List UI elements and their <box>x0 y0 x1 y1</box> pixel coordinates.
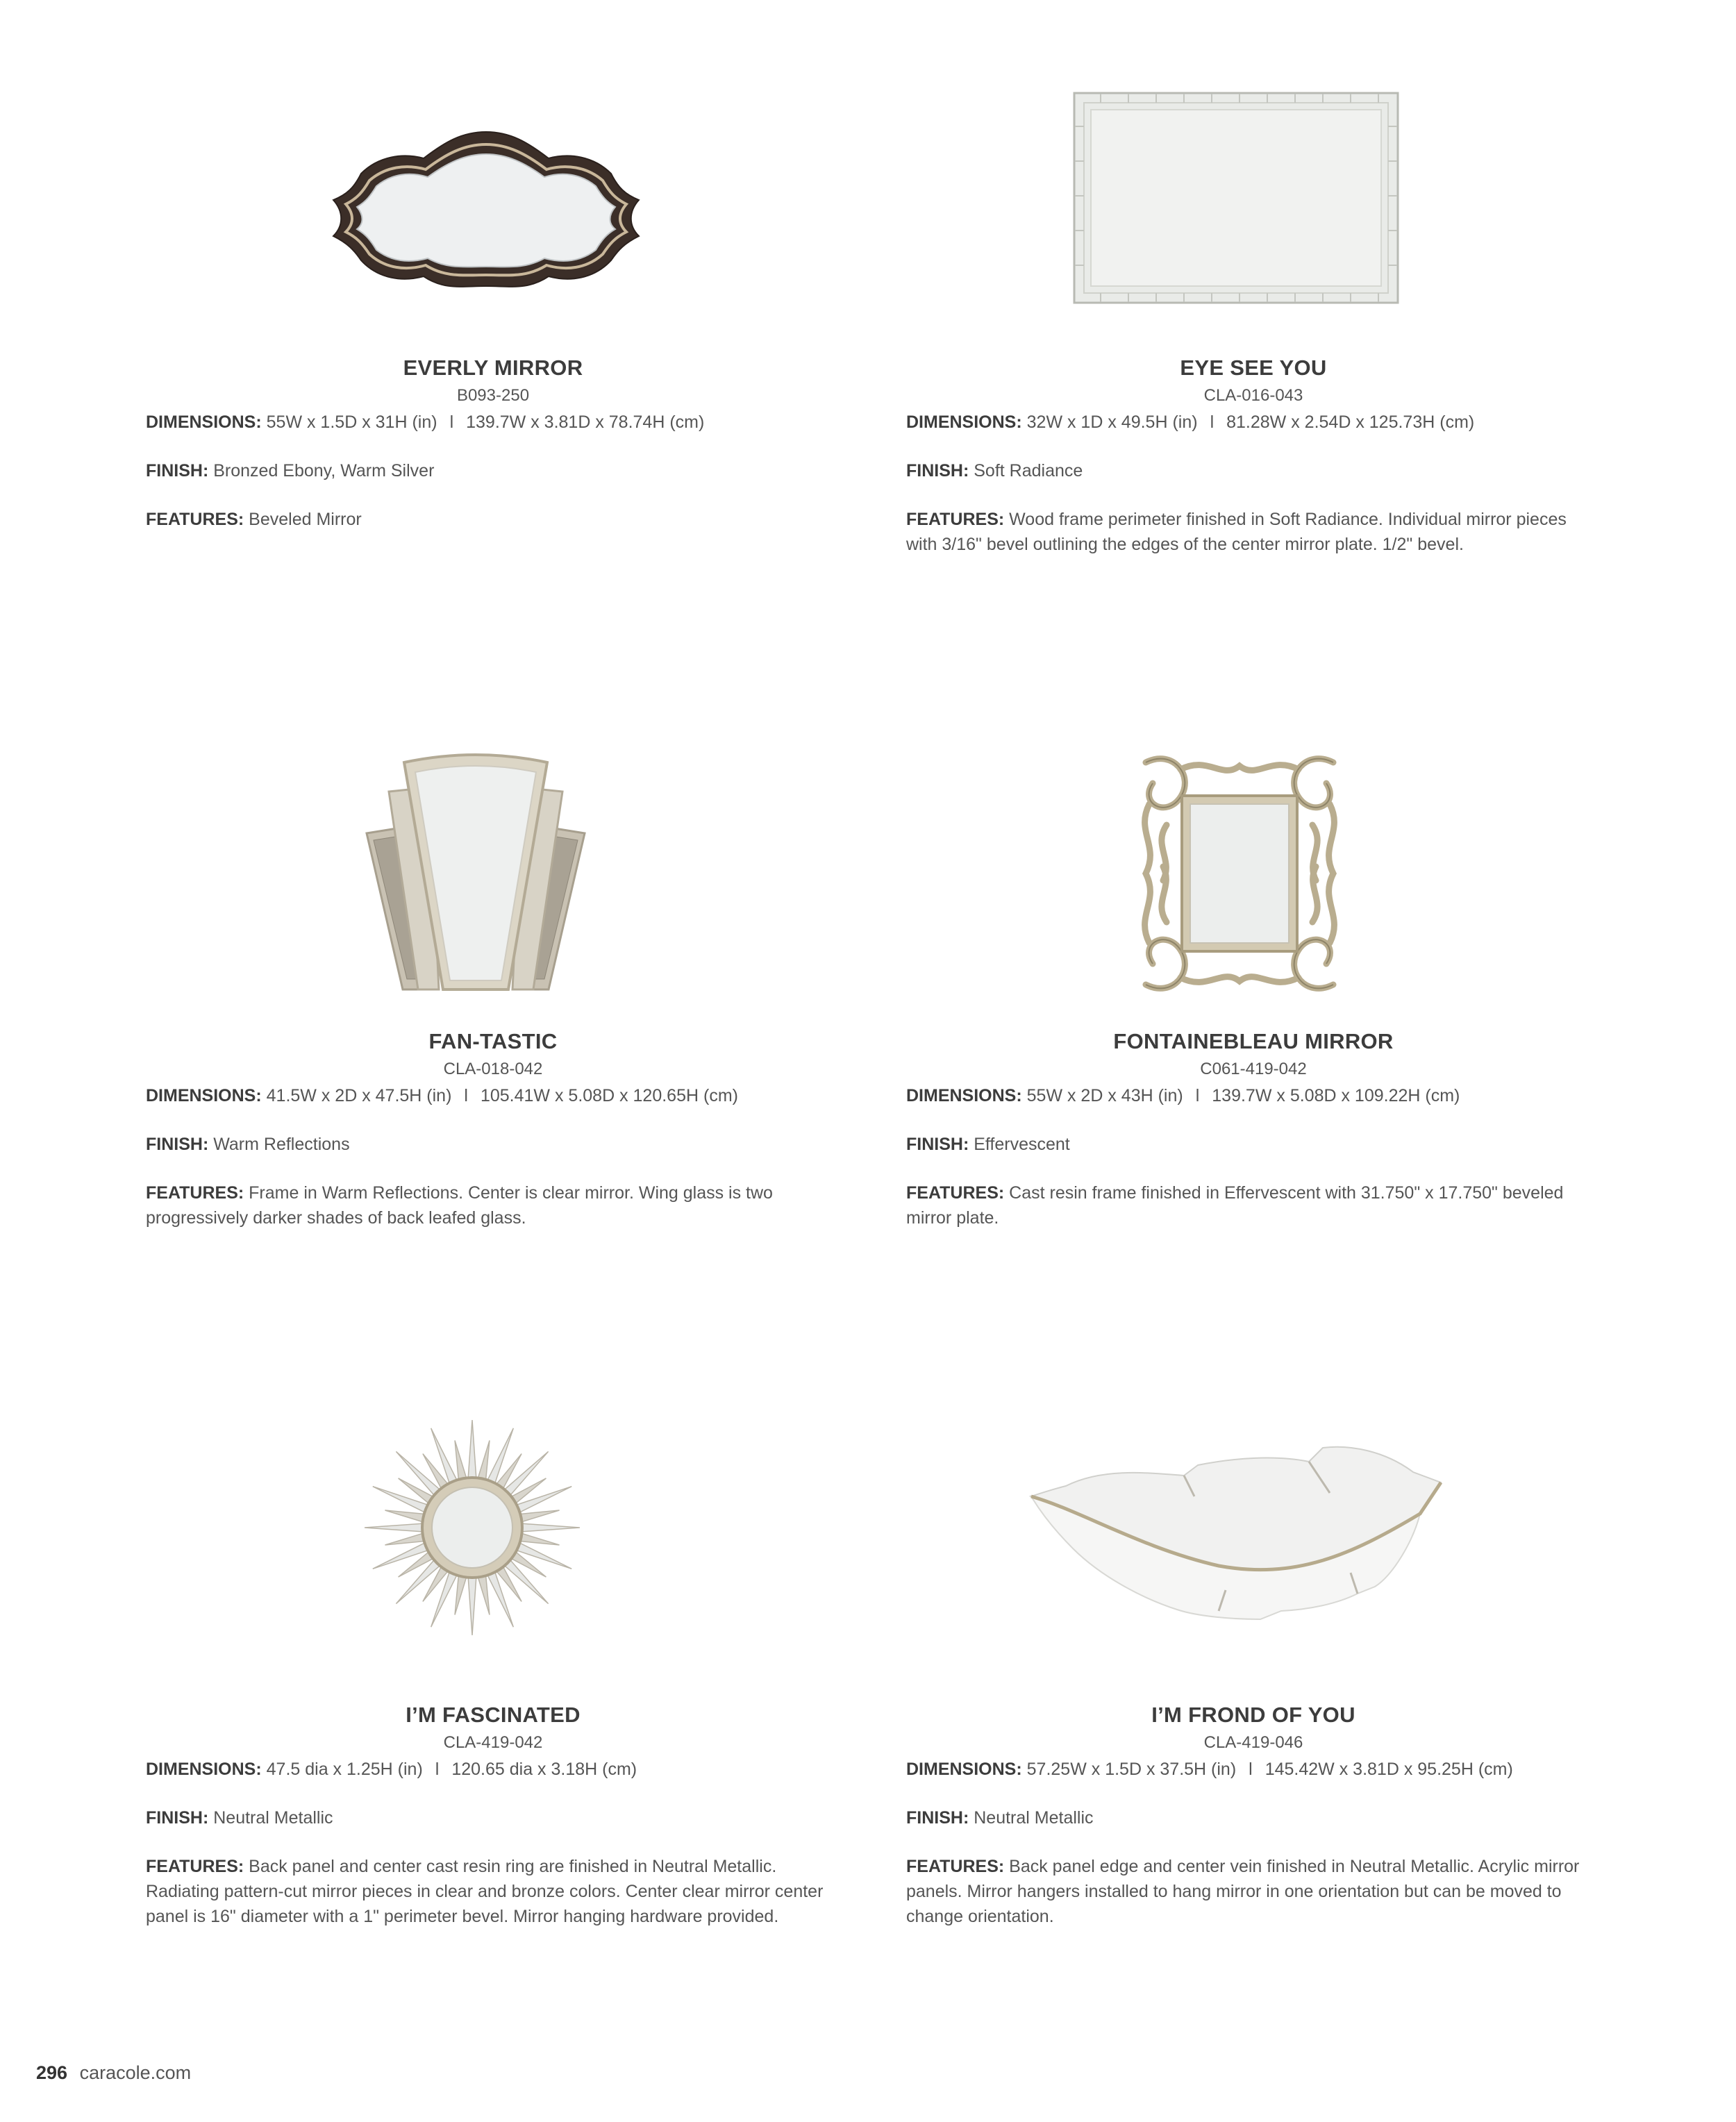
features-value: Back panel edge and center vein finished in Neutral Metallic. Acrylic mirror panels. Mirror hangers installed to hang mirror in one orientation but can be moved to change orientation. <box>906 1857 1580 1926</box>
features-row <box>906 1854 1601 1929</box>
dimensions-row <box>906 1083 1601 1108</box>
everly-mirror-image <box>312 125 660 292</box>
sunburst-ray <box>385 1533 425 1545</box>
website-link[interactable]: caracole.com <box>79 2062 192 2083</box>
sunburst-ray <box>521 1523 580 1532</box>
features-value: Wood frame perimeter finished in Soft Radiance. Individual mirror pieces with 3/16" bevel outlining the edges of the center mirror plate. 1/2" bevel. <box>906 510 1567 554</box>
features-value: Frame in Warm Reflections. Center is clear mirror. Wing glass is two progressively darker shades of back leafed glass. <box>146 1183 773 1228</box>
features-row <box>146 507 840 532</box>
sunburst-ray <box>385 1510 425 1522</box>
dimensions-row <box>146 410 840 435</box>
sunburst-ray <box>455 1574 467 1614</box>
features-row <box>146 1180 840 1230</box>
finish-value: Bronzed Ebony, Warm Silver <box>213 461 435 481</box>
features-value: Beveled Mirror <box>249 510 362 529</box>
finish-value: Neutral Metallic <box>974 1808 1094 1828</box>
dimensions-row <box>146 1757 840 1782</box>
dimensions-label: DIMENSIONS: <box>146 1086 262 1105</box>
features-value: Cast resin frame finished in Effervescent with 31.750" x 17.750" beveled mirror plate. <box>906 1183 1564 1228</box>
dimensions-separator: l <box>1195 1086 1200 1105</box>
fontainebleau-mirror-image <box>1132 749 1347 999</box>
dimensions-separator: l <box>449 412 454 432</box>
features-row <box>906 1180 1601 1230</box>
dimensions-centimeters: 139.7W x 5.08D x 109.22H (cm) <box>1212 1086 1460 1105</box>
dimensions-inches: 55W x 2D x 43H (in) <box>1026 1086 1183 1105</box>
features-label: FEATURES: <box>146 510 244 529</box>
product-name: EYE SEE YOU <box>1180 356 1327 380</box>
sunburst-ray <box>468 1420 476 1479</box>
finish-row <box>146 1132 840 1157</box>
dimensions-inches: 41.5W x 2D x 47.5H (in) <box>266 1086 452 1105</box>
dimensions-label: DIMENSIONS: <box>906 412 1022 432</box>
features-label: FEATURES: <box>906 510 1005 529</box>
finish-label: FINISH: <box>146 461 209 481</box>
product-name: FONTAINEBLEAU MIRROR <box>1113 1029 1394 1053</box>
product-sku: C061-419-042 <box>1200 1060 1307 1078</box>
features-label: FEATURES: <box>906 1183 1005 1203</box>
page-footer <box>36 2062 191 2084</box>
product-sku: CLA-016-043 <box>1203 386 1303 405</box>
product-sku: CLA-018-042 <box>443 1060 543 1078</box>
dimensions-centimeters: 81.28W x 2.54D x 125.73H (cm) <box>1226 412 1475 432</box>
sunburst-ray <box>519 1533 559 1545</box>
dimensions-row <box>906 1757 1601 1782</box>
features-value: Back panel and center cast resin ring are finished in Neutral Metallic. Radiating pattern-cut mirror pieces in clear and bronze colors. Center clear mirror center panel is 16" diameter with a 1" perimeter bevel. Mirror hanging hardware provided. <box>146 1857 824 1926</box>
features-row <box>906 507 1601 557</box>
finish-label: FINISH: <box>146 1135 209 1154</box>
finish-value: Effervescent <box>974 1135 1070 1154</box>
finish-value: Warm Reflections <box>213 1135 350 1154</box>
features-row <box>146 1854 840 1929</box>
dimensions-inches: 57.25W x 1.5D x 37.5H (in) <box>1026 1760 1237 1779</box>
dimensions-separator: l <box>435 1760 440 1779</box>
dimensions-separator: l <box>464 1086 468 1105</box>
finish-label: FINISH: <box>906 1808 969 1828</box>
dimensions-label: DIMENSIONS: <box>146 1760 262 1779</box>
dimensions-centimeters: 105.41W x 5.08D x 120.65H (cm) <box>480 1086 738 1105</box>
features-label: FEATURES: <box>146 1857 244 1876</box>
dimensions-separator: l <box>1210 412 1215 432</box>
dimensions-inches: 47.5 dia x 1.25H (in) <box>266 1760 423 1779</box>
features-label: FEATURES: <box>906 1857 1005 1876</box>
finish-label: FINISH: <box>906 1135 969 1154</box>
fan-tastic-image <box>361 750 590 993</box>
features-label: FEATURES: <box>146 1183 244 1203</box>
dimensions-row <box>906 410 1601 435</box>
product-sku: CLA-419-042 <box>443 1733 543 1752</box>
page-number: 296 <box>36 2062 68 2083</box>
dimensions-row <box>146 1083 840 1108</box>
dimensions-centimeters: 139.7W x 3.81D x 78.74H (cm) <box>466 412 705 432</box>
dimensions-inches: 55W x 1.5D x 31H (in) <box>266 412 437 432</box>
finish-row <box>906 1132 1601 1157</box>
dimensions-label: DIMENSIONS: <box>906 1086 1022 1105</box>
finish-label: FINISH: <box>146 1808 209 1828</box>
finish-row <box>906 1805 1601 1830</box>
sunburst-ray <box>519 1510 559 1522</box>
product-name: I’M FROND OF YOU <box>1151 1703 1355 1727</box>
product-name: EVERLY MIRROR <box>403 356 583 380</box>
product-sku: B093-250 <box>456 386 530 405</box>
product-name: FAN-TASTIC <box>428 1029 558 1053</box>
finish-row <box>146 1805 840 1830</box>
dimensions-centimeters: 120.65 dia x 3.18H (cm) <box>451 1760 637 1779</box>
finish-label: FINISH: <box>906 461 969 481</box>
dimensions-label: DIMENSIONS: <box>146 412 262 432</box>
im-fascinated-image <box>361 1417 583 1639</box>
dimensions-label: DIMENSIONS: <box>906 1760 1022 1779</box>
finish-row <box>146 458 840 483</box>
im-frond-of-you-image <box>1024 1444 1455 1632</box>
sunburst-ray <box>365 1523 424 1532</box>
eye-see-you-image <box>1073 92 1399 304</box>
dimensions-separator: l <box>1249 1760 1253 1779</box>
product-sku: CLA-419-046 <box>1203 1733 1303 1752</box>
dimensions-centimeters: 145.42W x 3.81D x 95.25H (cm) <box>1265 1760 1513 1779</box>
dimensions-inches: 32W x 1D x 49.5H (in) <box>1026 412 1198 432</box>
finish-value: Soft Radiance <box>974 461 1083 481</box>
finish-value: Neutral Metallic <box>213 1808 333 1828</box>
finish-row <box>906 458 1601 483</box>
sunburst-ray <box>468 1576 476 1635</box>
sunburst-ray <box>478 1574 490 1614</box>
product-name: I’M FASCINATED <box>406 1703 581 1727</box>
sunburst-ray <box>478 1440 490 1480</box>
sunburst-ray <box>455 1440 467 1480</box>
